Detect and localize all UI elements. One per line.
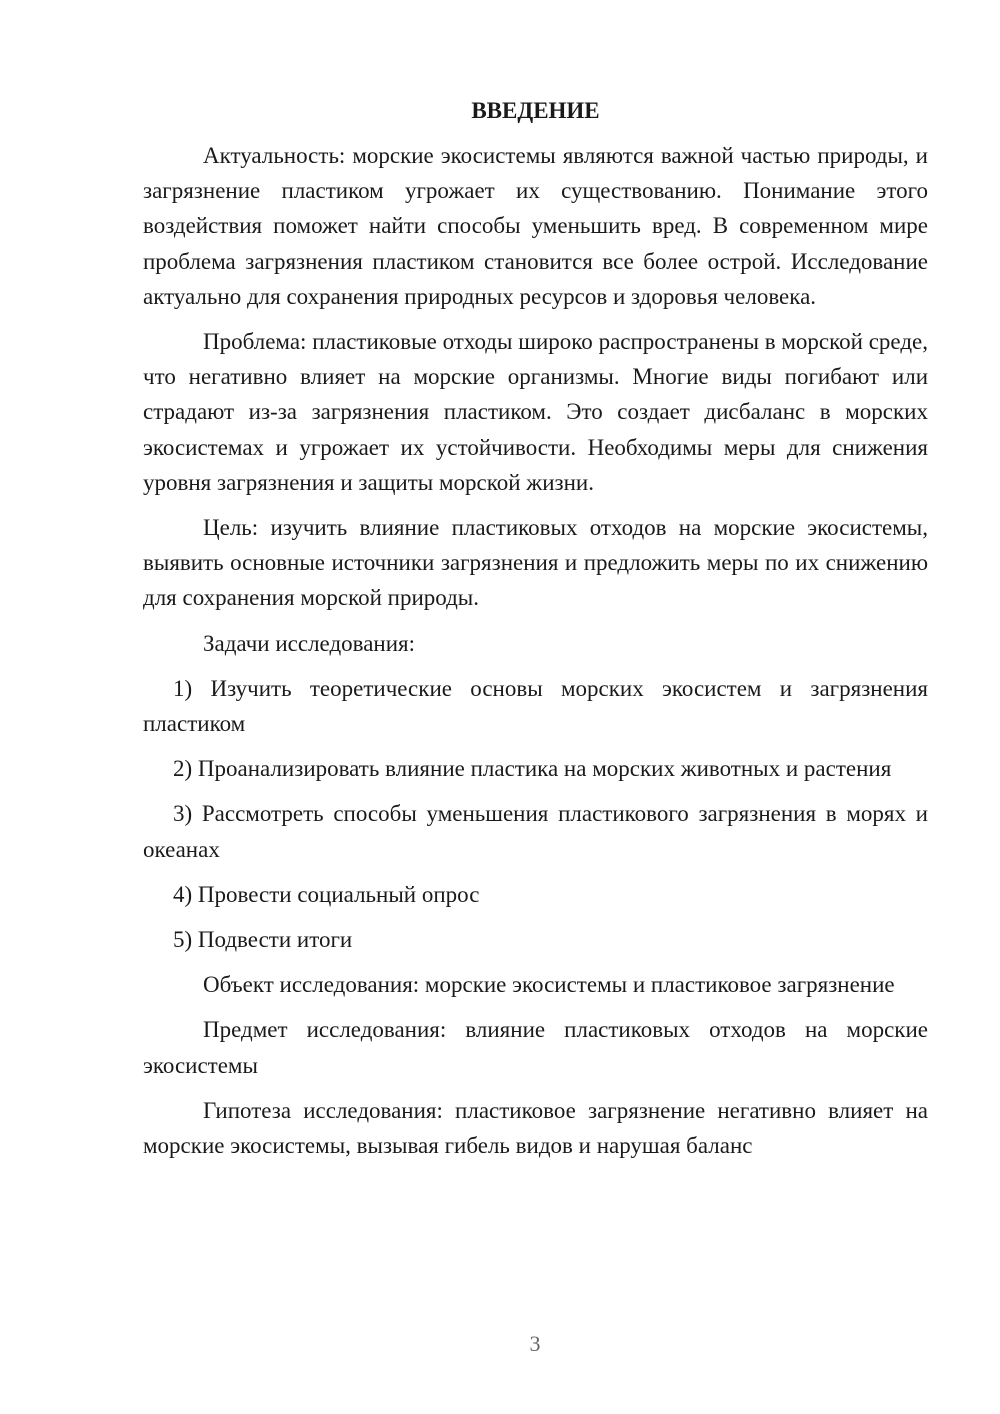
paragraph-relevance: Актуальность: морские экосистемы являются важной частью природы, и загрязнение пластиком угрожает их существованию. Понимание этого воздействия поможет найти способы уменьшить вред. В современном мире проблема загрязнения пластиком становится все более острой. Исследование актуально для сохранения природных ресурсов и здоровья человека. bbox=[143, 143, 928, 309]
paragraph-tasks-heading: Задачи исследования: bbox=[203, 630, 416, 656]
page-title: ВВЕДЕНИЕ bbox=[471, 98, 600, 123]
paragraph-goal: Цель: изучить влияние пластиковых отходов на морские экосистемы, выявить основные источники загрязнения и предложить меры по их снижению для сохранения морской природы. bbox=[143, 515, 928, 611]
paragraph-subject: Предмет исследования: влияние пластиковых отходов на морские экосистемы bbox=[143, 1017, 928, 1078]
page-number: 3 bbox=[529, 1331, 541, 1356]
task-item-4: 4) Провести социальный опрос bbox=[173, 881, 480, 907]
task-item-2: 2) Проанализировать влияние пластика на морских животных и растения bbox=[173, 756, 892, 782]
document-page bbox=[143, 94, 928, 1173]
task-item-5: 5) Подвести итоги bbox=[173, 927, 353, 953]
paragraph-object: Объект исследования: морские экосистемы и пластиковое загрязнение bbox=[203, 972, 895, 998]
task-item-3: 3) Рассмотреть способы уменьшения пластикового загрязнения в морях и океанах bbox=[143, 801, 928, 862]
paragraph-hypothesis: Гипотеза исследования: пластиковое загрязнение негативно влияет на морские экосистемы, вызывая гибель видов и нарушая баланс bbox=[143, 1097, 928, 1159]
task-item-1: 1) Изучить теоретические основы морских экосистем и загрязнения пластиком bbox=[143, 675, 928, 737]
paragraph-problem: Проблема: пластиковые отходы широко распространены в морской среде, что негативно влияет на морские организмы. Многие виды погибают или страдают из-за загрязнения пластиком. Это создает дисбаланс в морских экосистемах и угрожает их устойчивости. Необходимы меры для снижения уровня загрязнения и защиты морской жизни. bbox=[143, 329, 928, 495]
